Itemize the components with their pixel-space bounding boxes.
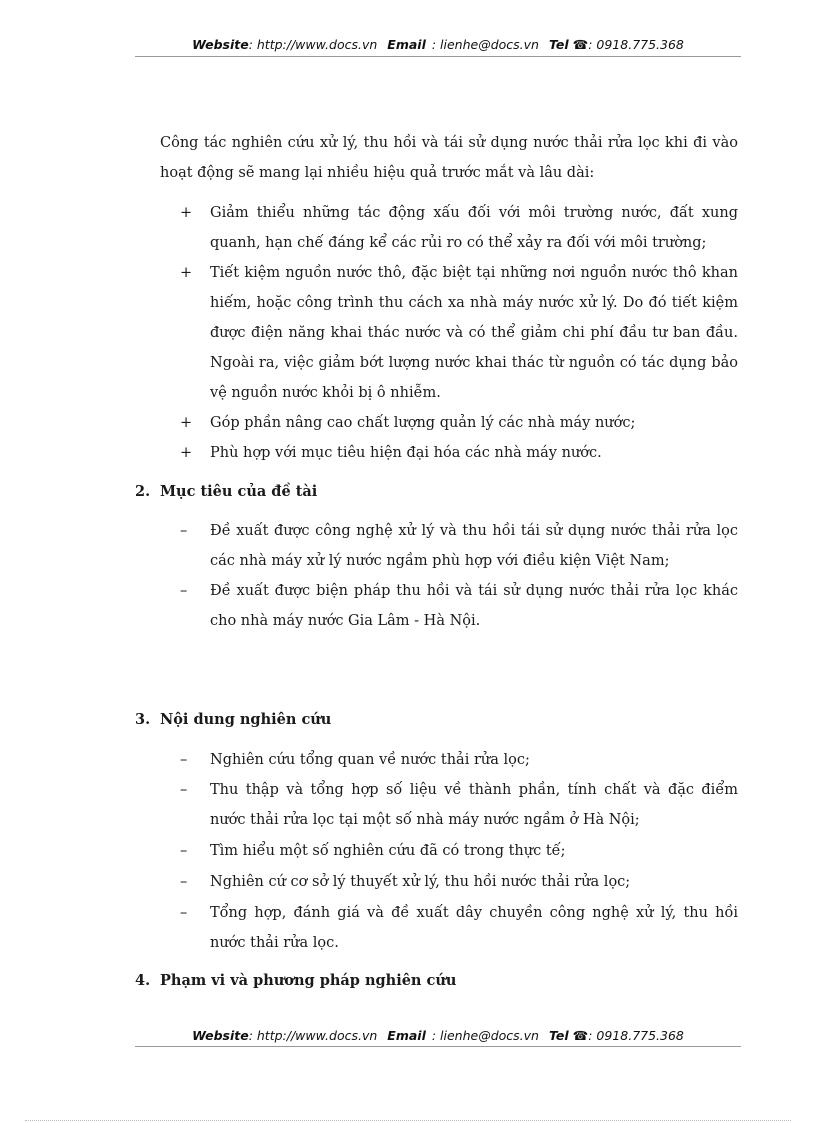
footer-tel-label: Tel xyxy=(548,1028,569,1043)
objective-text: Đề xuất được biện pháp thu hồi và tái sử dụng nước thải rửa lọc khác cho nhà máy nước Gia Lâm - Hà Nội. xyxy=(210,583,738,629)
footer-divider xyxy=(135,1046,741,1047)
section-title: Mục tiêu của đề tài xyxy=(160,483,318,500)
section-heading-objectives xyxy=(135,477,317,507)
page-edge-divider xyxy=(25,1120,791,1121)
benefit-text: Giảm thiểu những tác động xấu đối với môi trường nước, đất xung quanh, hạn chế đáng kể các rủi ro có thể xảy ra đối với môi trường; xyxy=(210,205,738,251)
header-tel-value: : 0918.775.368 xyxy=(588,37,684,52)
header-tel-label: Tel xyxy=(548,37,569,52)
plus-bullet: + xyxy=(180,415,193,431)
footer-website-value: : http://www.docs.vn xyxy=(248,1028,378,1043)
footer-tel-value: : 0918.775.368 xyxy=(588,1028,684,1043)
section-number: 4. xyxy=(135,972,151,989)
plus-bullet: + xyxy=(180,205,193,221)
header-website-value: : http://www.docs.vn xyxy=(248,37,378,52)
section-heading-scope xyxy=(135,966,456,996)
dash-bullet: – xyxy=(180,874,188,890)
content-text: Nghiên cứu tổng quan về nước thải rửa lọc; xyxy=(210,752,530,768)
footer-email-value: : lienhe@docs.vn xyxy=(431,1028,539,1043)
header-email-label: Email xyxy=(387,37,426,52)
footer-email-label: Email xyxy=(387,1028,426,1043)
content-text: Tìm hiểu một số nghiên cứu đã có trong thực tế; xyxy=(210,843,566,859)
header-email-value: : lienhe@docs.vn xyxy=(431,37,539,52)
section-title: Phạm vi và phương pháp nghiên cứu xyxy=(160,972,457,989)
objective-text: Đề xuất được công nghệ xử lý và thu hồi tái sử dụng nước thải rửa lọc các nhà máy xử lý nước ngầm phù hợp với điều kiện Việt Nam; xyxy=(210,523,738,569)
dash-bullet: – xyxy=(180,905,188,921)
section-number: 2. xyxy=(135,483,151,500)
content-text: Nghiên cứ cơ sở lý thuyết xử lý, thu hồi nước thải rửa lọc; xyxy=(210,874,631,890)
dash-bullet: – xyxy=(180,782,188,798)
benefit-text: Tiết kiệm nguồn nước thô, đặc biệt tại những nơi nguồn nước thô khan hiếm, hoặc công trình thu cách xa nhà máy nước xử lý. Do đó tiết kiệm được điện năng khai thác nước và có thể giảm chi phí đầu tư ban đầu. Ngoài ra, việc giảm bớt lượng nước khai thác từ nguồn có tác dụng bảo vệ nguồn nước khỏi bị ô nhiễm. xyxy=(210,265,738,401)
plus-bullet: + xyxy=(180,445,193,461)
header-divider xyxy=(135,56,741,57)
phone-icon: ☎ xyxy=(572,37,589,52)
phone-icon: ☎ xyxy=(572,1028,589,1043)
dash-bullet: – xyxy=(180,752,188,768)
benefit-text: Góp phần nâng cao chất lượng quản lý các nhà máy nước; xyxy=(210,415,636,431)
dash-bullet: – xyxy=(180,583,188,599)
section-title: Nội dung nghiên cứu xyxy=(160,711,332,728)
section-heading-content xyxy=(135,705,331,735)
dash-bullet: – xyxy=(180,523,188,539)
intro-paragraph: Công tác nghiên cứu xử lý, thu hồi và tái sử dụng nước thải rửa lọc khi đi vào hoạt động sẽ mang lại nhiều hiệu quả trước mắt và lâu dài: xyxy=(160,135,738,181)
dash-bullet: – xyxy=(180,843,188,859)
page-header xyxy=(135,37,741,52)
page-footer xyxy=(135,1028,741,1043)
content-text: Thu thập và tổng hợp số liệu về thành phần, tính chất và đặc điểm nước thải rửa lọc tại một số nhà máy nước ngầm ở Hà Nội; xyxy=(210,782,738,828)
header-website-label: Website xyxy=(192,37,249,52)
section-number: 3. xyxy=(135,711,151,728)
content-text: Tổng hợp, đánh giá và đề xuất dây chuyền công nghệ xử lý, thu hồi nước thải rửa lọc. xyxy=(210,905,738,951)
benefit-text: Phù hợp với mục tiêu hiện đại hóa các nhà máy nước. xyxy=(210,445,602,461)
footer-website-label: Website xyxy=(192,1028,249,1043)
plus-bullet: + xyxy=(180,265,193,281)
